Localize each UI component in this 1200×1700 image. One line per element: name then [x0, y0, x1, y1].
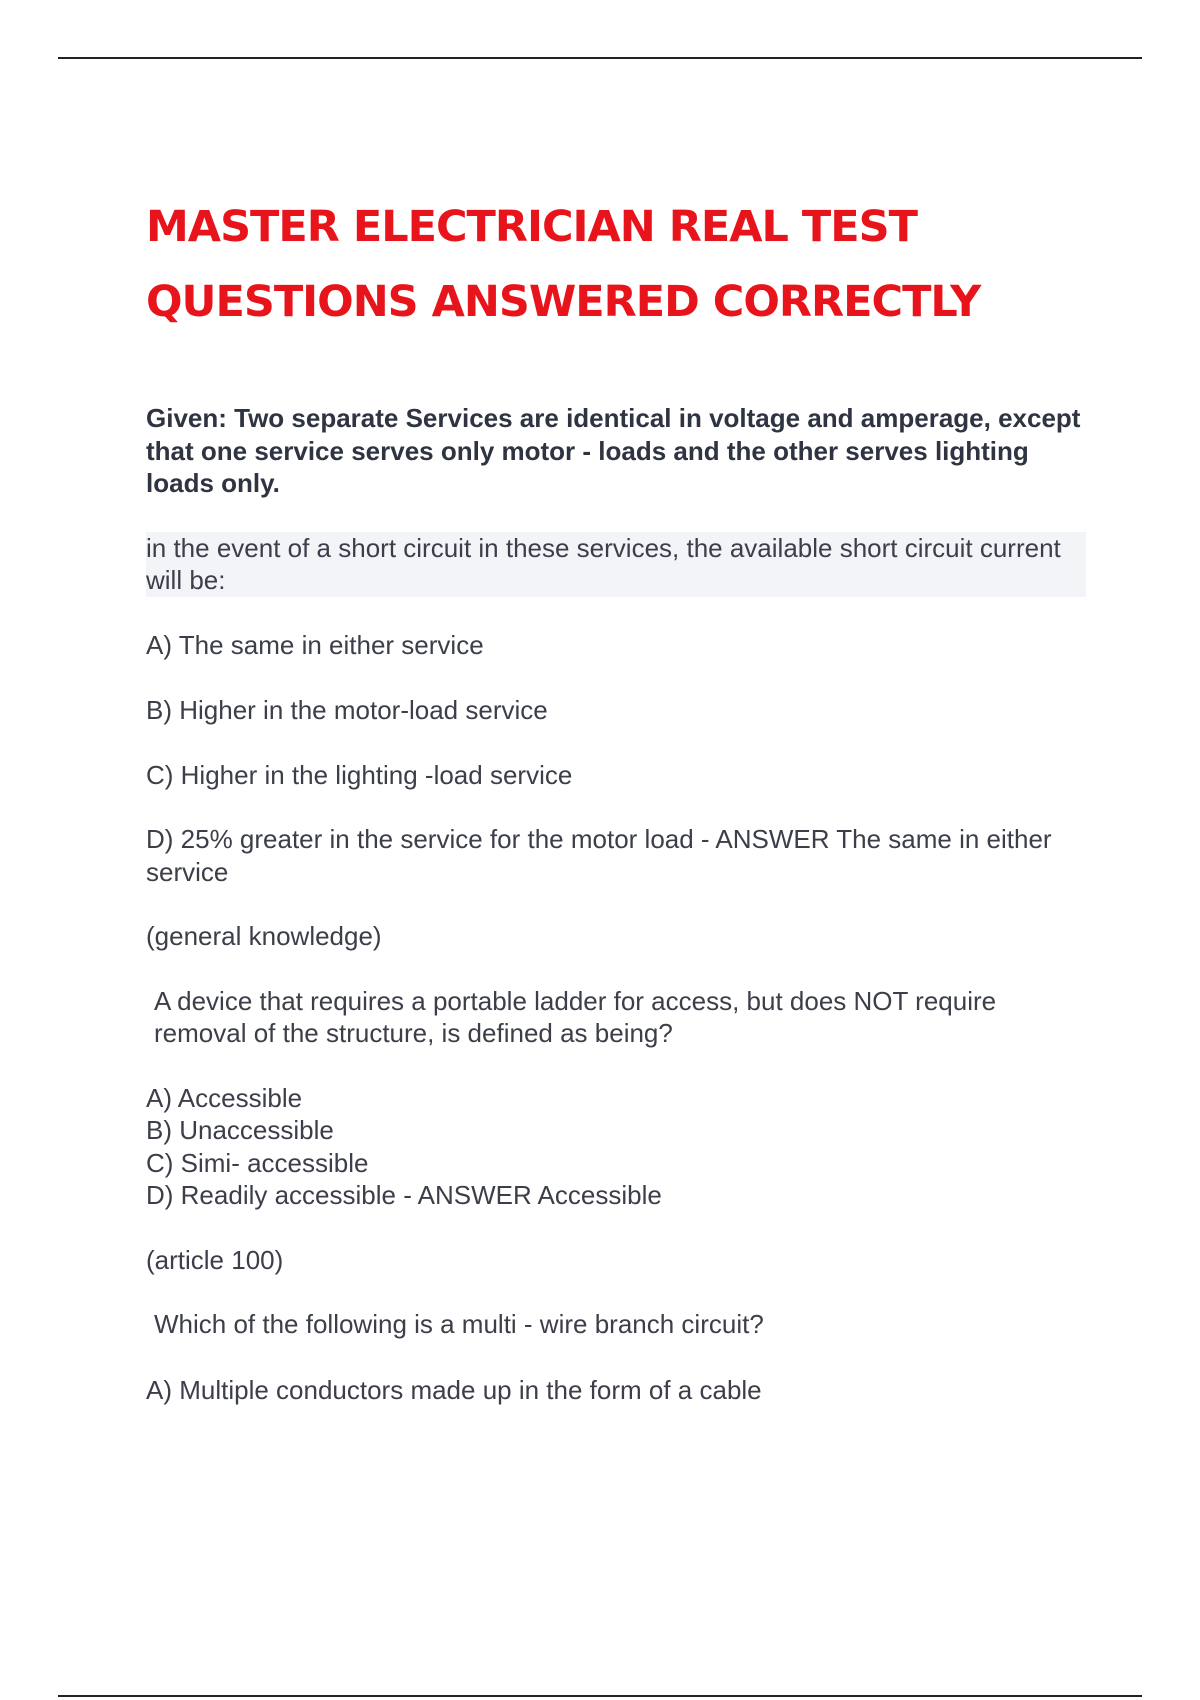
q2-option-b: B) Unaccessible — [146, 1115, 334, 1145]
q3-option-a: A) Multiple conductors made up in the form of a cable — [146, 1374, 762, 1405]
q2-option-c: C) Simi- accessible — [146, 1147, 369, 1178]
title-line-1: MASTER ELECTRICIAN REAL TEST — [146, 202, 917, 252]
document-body — [146, 402, 1086, 1406]
bottom-rule — [58, 1695, 1142, 1697]
q1-option-a: A) The same in either service — [146, 629, 484, 660]
q2-option-d-answer: D) Readily accessible - ANSWER Accessible — [146, 1180, 662, 1210]
q3-question: Which of the following is a multi - wire branch circuit? — [154, 1309, 764, 1339]
q2-option-a: A) Accessible — [146, 1082, 303, 1113]
q1-option-d-answer: D) 25% greater in the service for the motor load - ANSWER The same in either service — [146, 824, 1052, 887]
q1-option-c: C) Higher in the lighting -load service — [146, 759, 573, 790]
document-title — [146, 190, 1106, 340]
q2-reference: (article 100) — [146, 1244, 284, 1275]
q1-option-b: B) Higher in the motor-load service — [146, 695, 548, 725]
q1-reference: (general knowledge) — [146, 921, 382, 951]
q1-question: in the event of a short circuit in these services, the available short circuit current will be: — [146, 532, 1086, 597]
q2-question: A device that requires a portable ladder for access, but does NOT require removal of the structure, is defined as being? — [154, 985, 997, 1048]
top-rule — [58, 57, 1142, 59]
q1-given: Given: Two separate Services are identical in voltage and amperage, except that one service serves only motor - loads and the other serves lighting loads only. — [146, 403, 1081, 498]
title-line-2: QUESTIONS ANSWERED CORRECTLY — [146, 277, 981, 327]
